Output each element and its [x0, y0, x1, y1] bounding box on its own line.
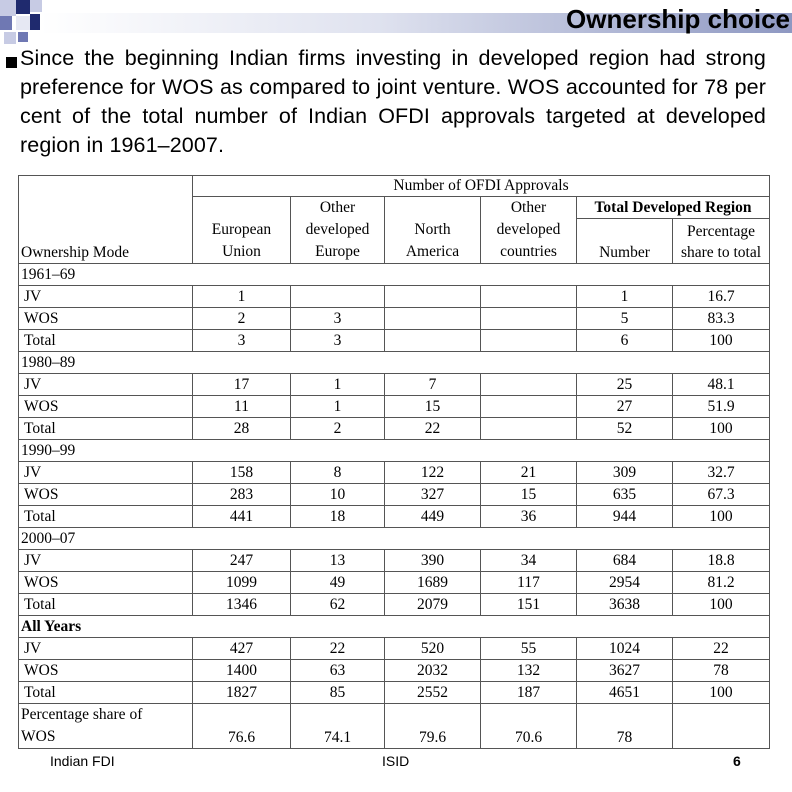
table-cell-na	[385, 286, 481, 308]
table-cell-eu: 1099	[193, 572, 291, 594]
table-cell-oe: 8	[291, 462, 385, 484]
col-header-line: North	[414, 221, 451, 238]
table-cell-pct: 16.7	[673, 286, 770, 308]
section-spacer-cell	[673, 264, 770, 286]
ownership-mode-cell: JV	[19, 638, 193, 660]
section-spacer-cell	[673, 616, 770, 638]
section-row	[19, 616, 770, 638]
table-cell-na: 327	[385, 484, 481, 506]
table-cell-num: 6	[577, 330, 673, 352]
table-cell-num: 635	[577, 484, 673, 506]
slide-paragraph: Since the beginning Indian firms investing in developed region had strong preference for WOS as compared to joint venture. WOS accounted for 78 per cent of the total number of Indian OFDI approvals targeted at developed region in 1961–2007.	[20, 46, 766, 157]
table-cell-pct: 81.2	[673, 572, 770, 594]
section-spacer-cell	[577, 264, 673, 286]
table-cell-num: 309	[577, 462, 673, 484]
table-row	[19, 682, 770, 704]
table-cell-na: 7	[385, 374, 481, 396]
col-header-line: Europe	[315, 243, 360, 260]
table-cell-eu: 1827	[193, 682, 291, 704]
ownership-mode-cell: WOS	[19, 396, 193, 418]
table-row	[19, 660, 770, 682]
table-cell-num: 2954	[577, 572, 673, 594]
table-cell-oe: 1	[291, 374, 385, 396]
section-label: 2000–07	[19, 528, 193, 550]
footer-left: Indian FDI	[50, 753, 115, 769]
table-cell-eu: 247	[193, 550, 291, 572]
section-spacer-cell	[291, 528, 385, 550]
share-cell-oe: 74.1	[291, 704, 385, 749]
table-cell-eu: 158	[193, 462, 291, 484]
table-cell-na: 15	[385, 396, 481, 418]
table-cell-na: 22	[385, 418, 481, 440]
section-spacer-cell	[673, 352, 770, 374]
ownership-mode-cell: JV	[19, 462, 193, 484]
table-cell-num: 25	[577, 374, 673, 396]
section-spacer-cell	[193, 616, 291, 638]
deco-square	[16, 16, 30, 30]
table-cell-na: 2552	[385, 682, 481, 704]
table-cell-eu: 28	[193, 418, 291, 440]
table-row	[19, 550, 770, 572]
col-header-line: developed	[305, 221, 370, 238]
section-spacer-cell	[385, 264, 481, 286]
table-cell-oe: 62	[291, 594, 385, 616]
col-header-north-america	[385, 197, 481, 264]
table-row	[19, 484, 770, 506]
section-spacer-cell	[577, 616, 673, 638]
table-cell-na: 2079	[385, 594, 481, 616]
deco-square	[4, 32, 16, 44]
table-cell-oc	[481, 374, 577, 396]
ofdi-approvals-table	[18, 175, 770, 749]
slide-title: Ownership choice	[566, 4, 790, 34]
total-group-header: Total Developed Region	[577, 197, 770, 219]
table-cell-oe: 49	[291, 572, 385, 594]
table-cell-num: 944	[577, 506, 673, 528]
section-row	[19, 352, 770, 374]
table-cell-eu: 1400	[193, 660, 291, 682]
section-spacer-cell	[577, 440, 673, 462]
share-row-label-line: Percentage share of	[21, 706, 143, 723]
table-row	[19, 374, 770, 396]
share-cell-na: 79.6	[385, 704, 481, 749]
table-row	[19, 572, 770, 594]
section-spacer-cell	[385, 528, 481, 550]
table-cell-oc: 34	[481, 550, 577, 572]
col-header-other-countries	[481, 197, 577, 264]
section-spacer-cell	[577, 528, 673, 550]
table-row	[19, 462, 770, 484]
section-spacer-cell	[481, 352, 577, 374]
table-cell-pct: 32.7	[673, 462, 770, 484]
section-spacer-cell	[193, 440, 291, 462]
table-cell-oc: 117	[481, 572, 577, 594]
table-row	[19, 308, 770, 330]
section-spacer-cell	[673, 440, 770, 462]
table-cell-num: 684	[577, 550, 673, 572]
deco-square	[0, 16, 12, 30]
table-cell-oc	[481, 308, 577, 330]
bullet-square-icon	[6, 57, 17, 68]
table-cell-oe: 3	[291, 308, 385, 330]
section-spacer-cell	[385, 440, 481, 462]
table-cell-oc: 36	[481, 506, 577, 528]
section-spacer-cell	[481, 616, 577, 638]
table-cell-pct: 18.8	[673, 550, 770, 572]
table-cell-na	[385, 330, 481, 352]
col-header-line: Percentage	[687, 223, 756, 240]
table-cell-oe: 10	[291, 484, 385, 506]
table-cell-oc	[481, 330, 577, 352]
table-row	[19, 286, 770, 308]
table-cell-num: 1	[577, 286, 673, 308]
ownership-mode-cell: JV	[19, 374, 193, 396]
table-cell-pct: 100	[673, 594, 770, 616]
col-header-line: Other	[319, 199, 356, 216]
share-cell-pct	[673, 704, 770, 749]
ownership-mode-cell: Total	[19, 418, 193, 440]
section-row	[19, 264, 770, 286]
table-cell-na	[385, 308, 481, 330]
col-header-line: America	[405, 243, 460, 260]
section-spacer-cell	[577, 352, 673, 374]
section-label: All Years	[19, 616, 193, 638]
table-row	[19, 594, 770, 616]
ownership-mode-cell: WOS	[19, 308, 193, 330]
table-cell-eu: 11	[193, 396, 291, 418]
col-header-line: European	[211, 221, 272, 238]
table-cell-num: 52	[577, 418, 673, 440]
ownership-mode-cell: Total	[19, 594, 193, 616]
section-spacer-cell	[291, 352, 385, 374]
section-spacer-cell	[385, 352, 481, 374]
table-row	[19, 330, 770, 352]
super-header: Number of OFDI Approvals	[193, 176, 770, 197]
section-row	[19, 528, 770, 550]
table-cell-na: 390	[385, 550, 481, 572]
ownership-mode-cell: Total	[19, 682, 193, 704]
col-header-other-europe	[291, 197, 385, 264]
col-header-line: countries	[500, 243, 557, 260]
table-cell-oe: 85	[291, 682, 385, 704]
table-cell-oc: 15	[481, 484, 577, 506]
row-header-cell	[19, 176, 193, 264]
table-cell-oe: 3	[291, 330, 385, 352]
table-cell-pct: 51.9	[673, 396, 770, 418]
ownership-mode-cell: Total	[19, 506, 193, 528]
section-spacer-cell	[291, 440, 385, 462]
col-header-line: developed	[496, 221, 561, 238]
col-header-line: Union	[222, 243, 261, 260]
table-cell-num: 3627	[577, 660, 673, 682]
table-cell-num: 27	[577, 396, 673, 418]
table-cell-pct: 67.3	[673, 484, 770, 506]
col-header-line: share to total	[680, 244, 762, 261]
table-cell-na: 122	[385, 462, 481, 484]
table-cell-eu: 427	[193, 638, 291, 660]
deco-square	[18, 32, 28, 42]
table-cell-num: 3638	[577, 594, 673, 616]
table-cell-oc: 55	[481, 638, 577, 660]
page-number: 6	[733, 753, 741, 769]
table-cell-eu: 2	[193, 308, 291, 330]
section-spacer-cell	[291, 616, 385, 638]
section-label: 1980–89	[19, 352, 193, 374]
table-cell-oc: 151	[481, 594, 577, 616]
table-cell-na: 449	[385, 506, 481, 528]
section-spacer-cell	[193, 264, 291, 286]
table-cell-oc: 21	[481, 462, 577, 484]
table-cell-pct: 100	[673, 682, 770, 704]
table-cell-oc	[481, 286, 577, 308]
table-cell-oc	[481, 418, 577, 440]
table-cell-pct: 100	[673, 418, 770, 440]
table-cell-na: 520	[385, 638, 481, 660]
deco-square	[30, 0, 42, 12]
table-cell-eu: 283	[193, 484, 291, 506]
share-cell-eu: 76.6	[193, 704, 291, 749]
table-cell-pct: 48.1	[673, 374, 770, 396]
table-cell-oe: 18	[291, 506, 385, 528]
table-row	[19, 418, 770, 440]
table-cell-eu: 17	[193, 374, 291, 396]
table-cell-eu: 1	[193, 286, 291, 308]
section-row	[19, 440, 770, 462]
section-label: 1961–69	[19, 264, 193, 286]
table-cell-oe	[291, 286, 385, 308]
footer-center: ISID	[382, 753, 410, 769]
table-body	[19, 264, 770, 749]
table-cell-oe: 22	[291, 638, 385, 660]
table-cell-oc: 132	[481, 660, 577, 682]
section-spacer-cell	[291, 264, 385, 286]
col-header-eu	[193, 197, 291, 264]
table-cell-pct: 22	[673, 638, 770, 660]
ownership-mode-cell: Total	[19, 330, 193, 352]
deco-square	[0, 0, 16, 16]
table-cell-num: 1024	[577, 638, 673, 660]
ownership-mode-cell: JV	[19, 286, 193, 308]
section-spacer-cell	[193, 528, 291, 550]
col-header-number: Number	[577, 219, 673, 264]
table-cell-na: 1689	[385, 572, 481, 594]
deco-square	[16, 0, 30, 14]
col-header-line: Other	[510, 199, 547, 216]
row-header-label: Ownership Mode	[21, 244, 130, 261]
table-cell-pct: 100	[673, 330, 770, 352]
table-row	[19, 396, 770, 418]
table-cell-oe: 63	[291, 660, 385, 682]
section-label: 1990–99	[19, 440, 193, 462]
section-spacer-cell	[481, 264, 577, 286]
table-cell-na: 2032	[385, 660, 481, 682]
header-row	[19, 176, 770, 197]
table-cell-num: 5	[577, 308, 673, 330]
table-cell-num: 4651	[577, 682, 673, 704]
ownership-mode-cell: WOS	[19, 660, 193, 682]
section-spacer-cell	[193, 352, 291, 374]
ownership-mode-cell: WOS	[19, 484, 193, 506]
table-cell-eu: 441	[193, 506, 291, 528]
table-row	[19, 506, 770, 528]
col-header-pct	[673, 219, 770, 264]
section-spacer-cell	[385, 616, 481, 638]
share-row-label-line: WOS	[21, 728, 56, 745]
ownership-mode-cell: JV	[19, 550, 193, 572]
share-cell-num: 78	[577, 704, 673, 749]
table-cell-eu: 3	[193, 330, 291, 352]
section-spacer-cell	[673, 528, 770, 550]
section-spacer-cell	[481, 528, 577, 550]
table-row	[19, 638, 770, 660]
table-cell-pct: 100	[673, 506, 770, 528]
table-cell-oc: 187	[481, 682, 577, 704]
section-spacer-cell	[481, 440, 577, 462]
table-cell-oe: 13	[291, 550, 385, 572]
table-cell-eu: 1346	[193, 594, 291, 616]
share-row	[19, 704, 770, 749]
table-cell-oe: 1	[291, 396, 385, 418]
share-row-label	[19, 704, 193, 749]
table-cell-oe: 2	[291, 418, 385, 440]
table-cell-pct: 78	[673, 660, 770, 682]
table-cell-pct: 83.3	[673, 308, 770, 330]
ownership-mode-cell: WOS	[19, 572, 193, 594]
share-cell-oc: 70.6	[481, 704, 577, 749]
table-cell-oc	[481, 396, 577, 418]
